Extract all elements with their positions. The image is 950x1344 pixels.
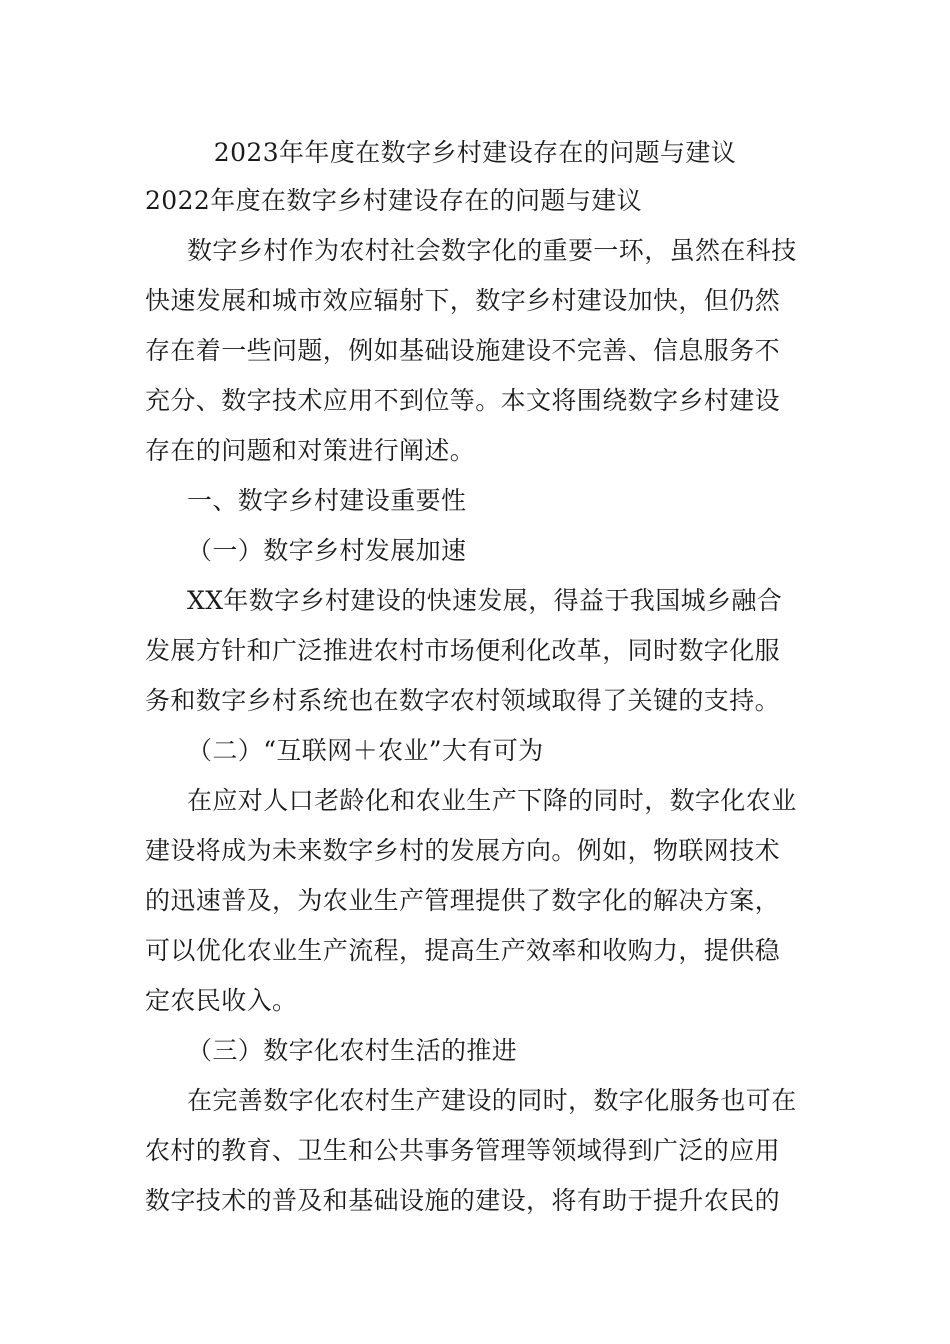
subsection-heading: （二）“互联网＋农业”大有可为 [187,736,544,765]
paragraph-line: XX年数字乡村建设的快速发展，得益于我国城乡融合 [187,586,783,615]
intro-line: 充分、数字技术应用不到位等。本文将围绕数字乡村建设 [145,386,781,415]
paragraph-line: 可以优化农业生产流程，提高生产效率和收购力，提供稳 [145,936,781,965]
intro-line: 数字乡村作为农村社会数字化的重要一环，虽然在科技 [187,236,797,265]
paragraph-line: 务和数字乡村系统也在数字农村领域取得了关键的支持。 [145,686,781,715]
document-title: 2023年年度在数字乡村建设存在的问题与建议 [213,138,737,167]
intro-line: 快速发展和城市效应辐射下，数字乡村建设加快，但仍然 [145,286,781,315]
paragraph-line: 农村的教育、卫生和公共事务管理等领域得到广泛的应用 [145,1136,781,1165]
subsection-heading: （三）数字化农村生活的推进 [187,1036,518,1065]
document-subtitle: 2022年度在数字乡村建设存在的问题与建议 [145,186,643,215]
paragraph-line: 建设将成为未来数字乡村的发展方向。例如，物联网技术 [145,836,781,865]
intro-line: 存在的问题和对策进行阐述。 [145,436,476,465]
subsection-heading: （一）数字乡村发展加速 [187,536,467,565]
paragraph-line: 发展方针和广泛推进农村市场便利化改革，同时数字化服 [145,636,781,665]
paragraph-line: 的迅速普及，为农业生产管理提供了数字化的解决方案， [145,886,781,915]
intro-line: 存在着一些问题，例如基础设施建设不完善、信息服务不 [145,336,781,365]
section-heading: 一、数字乡村建设重要性 [187,486,467,515]
paragraph-line: 在完善数字化农村生产建设的同时，数字化服务也可在 [187,1086,797,1115]
paragraph-line: 定农民收入。 [145,986,298,1015]
paragraph-line: 数字技术的普及和基础设施的建设，将有助于提升农民的 [145,1186,781,1215]
paragraph-line: 在应对人口老龄化和农业生产下降的同时，数字化农业 [187,786,797,815]
